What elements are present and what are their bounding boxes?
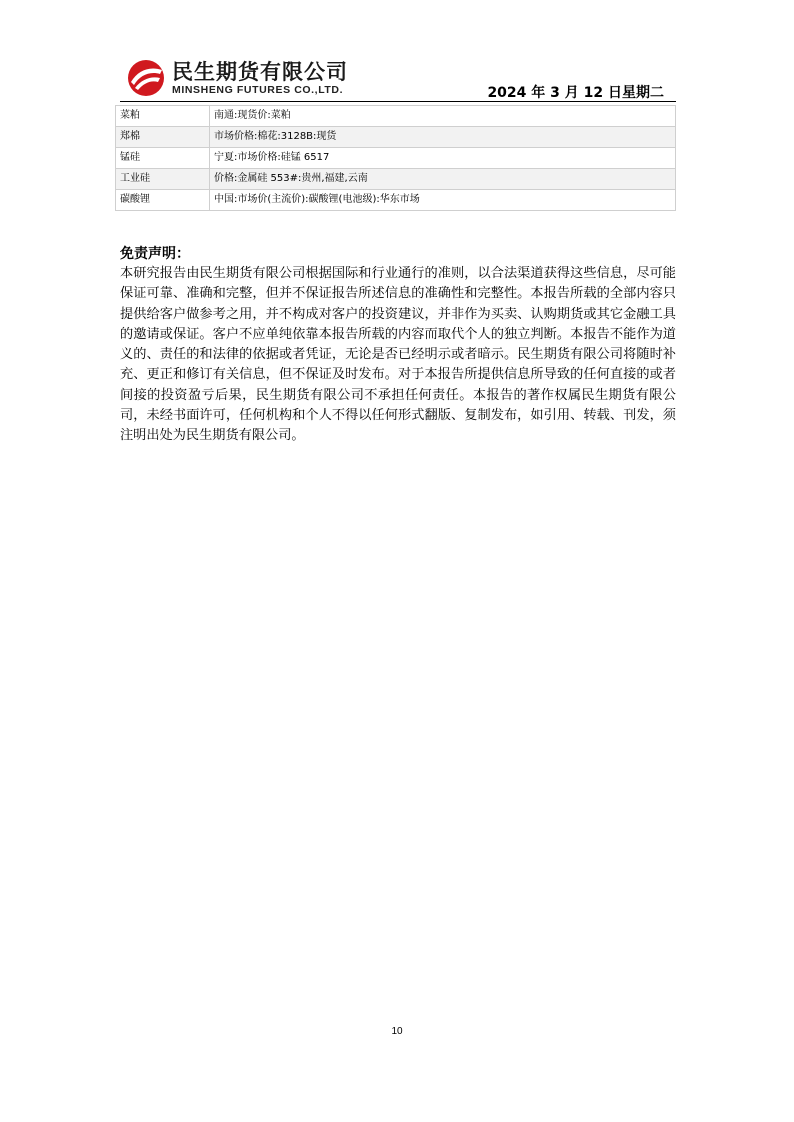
disclaimer-title: 免责声明： [120,246,190,262]
logo-chinese-name: 民生期货有限公司 [172,60,348,84]
table-row [116,127,676,148]
header-divider [120,101,676,102]
table-row [116,169,676,190]
commodity-name: 郑棉 [116,127,210,148]
commodity-name: 工业硅 [116,169,210,190]
page-header [120,52,676,102]
page-number: 10 [391,1026,403,1037]
data-source: 南通:现货价:菜粕 [210,106,676,127]
data-source: 中国:市场价(主流价):碳酸锂(电池级):华东市场 [210,190,676,211]
table-row [116,148,676,169]
data-source: 市场价格:棉花:3128B:现货 [210,127,676,148]
company-logo-icon [126,58,166,98]
table-row [116,106,676,127]
disclaimer-body: 本研究报告由民生期货有限公司根据国际和行业通行的准则，以合法渠道获得这些信息，尽可能保证可靠、准确和完整，但并不保证报告所述信息的准确性和完整性。本报告所载的全部内容只提供给客户做参考之用，并不构成对客户的投资建议，并非作为买卖、认购期货或其它金融工具的邀请或保证。客户不应单纯依靠本报告所载的内容而取代个人的独立判断。本报告不能作为道义的、责任的和法律的依据或者凭证，无论是否已经明示或者暗示。民生期货有限公司将随时补充、更正和修订有关信息，但不保证及时发布。对于本报告所提供信息所导致的任何直接的或者间接的投资盈亏后果，民生期货有限公司不承担任何责任。本报告的著作权属民生期货有限公司，未经书面许可，任何机构和个人不得以任何形式翻版、复制发布，如引用、转载、刊发，须注明出处为民生期货有限公司。 [120,266,676,444]
disclaimer-section [120,244,676,447]
data-source-table [115,105,676,211]
table-row [116,190,676,211]
company-logo [126,56,366,100]
data-source: 价格:金属硅 553#:贵州,福建,云南 [210,169,676,190]
logo-english-name: MINSHENG FUTURES CO.,LTD. [172,84,344,96]
report-date: 2024 年 3 月 12 日星期二 [487,85,664,101]
commodity-name: 锰硅 [116,148,210,169]
data-source: 宁夏:市场价格:硅锰 6517 [210,148,676,169]
commodity-name: 碳酸锂 [116,190,210,211]
commodity-name: 菜粕 [116,106,210,127]
